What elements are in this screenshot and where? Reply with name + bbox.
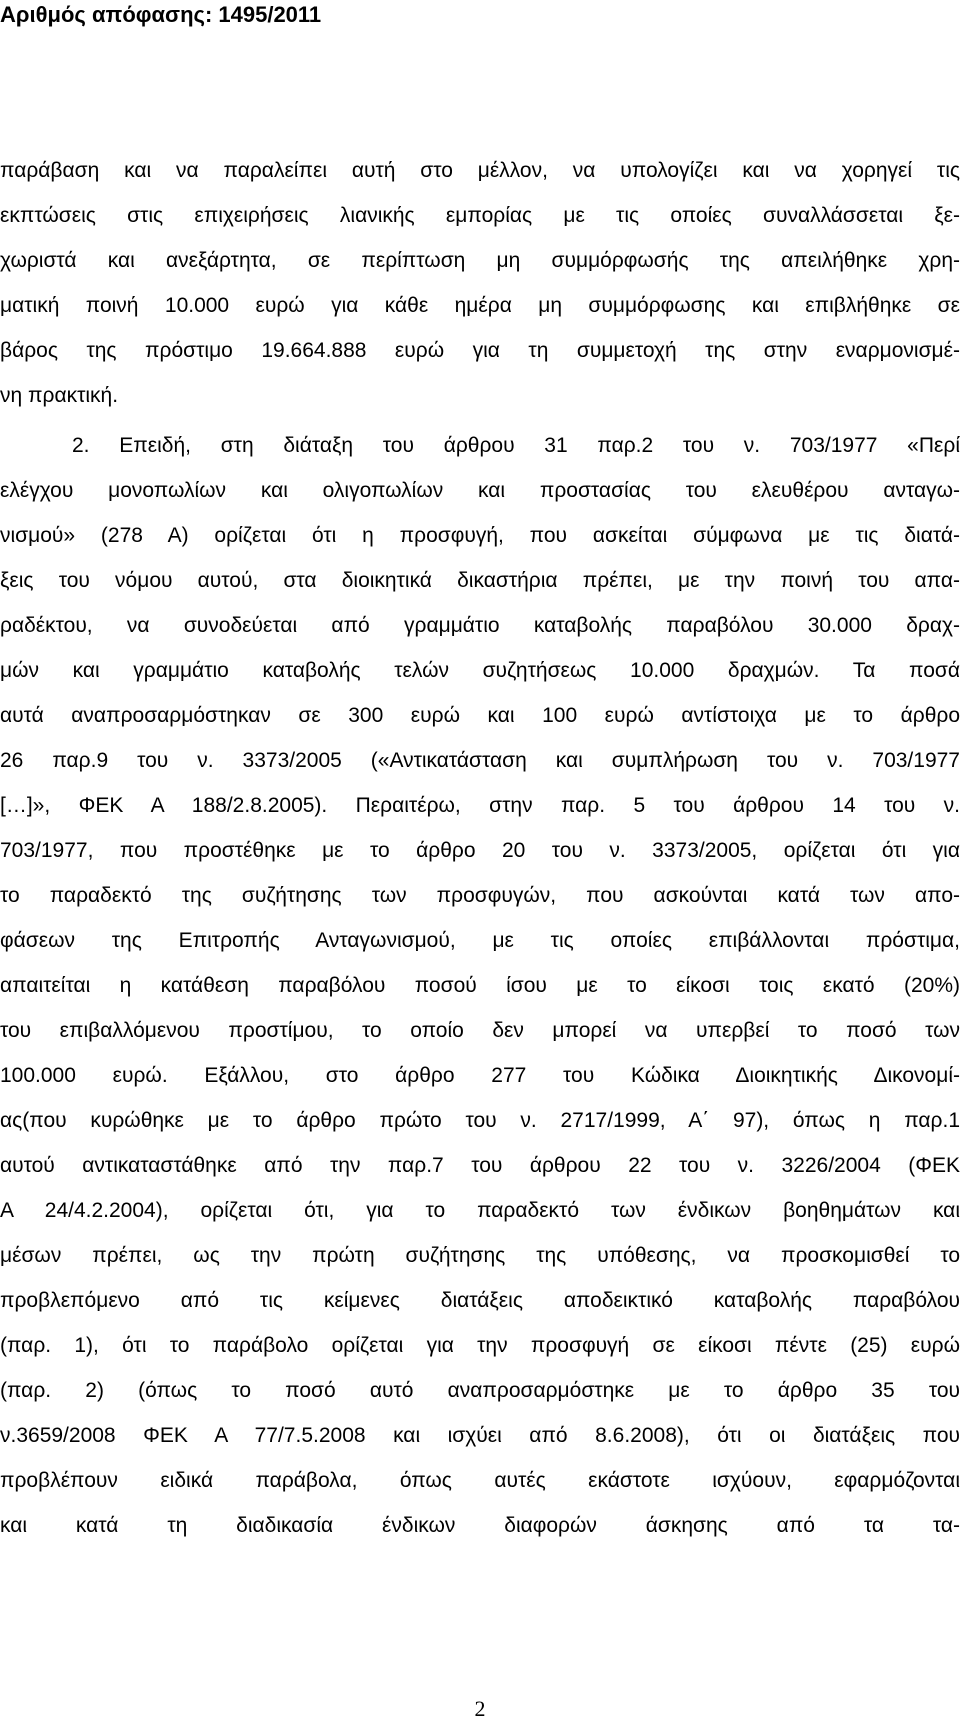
text-line: 26 παρ.9 του ν. 3373/2005 («Αντικατάσταση και συμπλήρωση του ν. 703/1977 [0,749,960,772]
text-line: ας(που κυρώθηκε με το άρθρο πρώτο του ν. 2717/1999, Α΄ 97), όπως η παρ.1 [0,1109,960,1132]
text-line: μών και γραμμάτιο καταβολής τελών συζητήσεως 10.000 δραχμών. Τα ποσά [0,659,960,682]
text-line: προβλέπουν ειδικά παράβολα, όπως αυτές εκάστοτε ισχύουν, εφαρμόζονται [0,1469,960,1492]
text-line: 2. Επειδή, στη διάταξη του άρθρου 31 παρ.2 του ν. 703/1977 «Περί [72,434,960,457]
text-line: του επιβαλλόμενου προστίμου, το οποίο δεν μπορεί να υπερβεί το ποσό των [0,1019,960,1042]
text-line: ραδέκτου, να συνοδεύεται από γραμμάτιο καταβολής παραβόλου 30.000 δραχ- [0,614,960,637]
text-line: ξεις του νόμου αυτού, στα διοικητικά δικαστήρια πρέπει, με την ποινή του απα- [0,569,960,592]
decision-number-heading: Αριθμός απόφασης: 1495/2011 [0,2,322,27]
text-line: απαιτείται η κατάθεση παραβόλου ποσού ίσου με το είκοσι τοις εκατό (20%) [0,974,960,997]
text-line: ελέγχου μονοπωλίων και ολιγοπωλίων και προστασίας του ελευθέρου ανταγω- [0,479,960,502]
text-line: παράβαση και να παραλείπει αυτή στο μέλλον, να υπολογίζει και να χορηγεί τις [0,159,960,182]
text-line: φάσεων της Επιτροπής Ανταγωνισμού, με τις οποίες επιβάλλονται πρόστιμα, [0,929,960,952]
page-number: 2 [474,1696,486,1721]
text-line: νη πρακτική. [0,384,119,407]
text-line: Α 24/4.2.2004), ορίζεται ότι, για το παραδεκτό των ένδικων βοηθημάτων και [0,1199,960,1222]
text-line: εκπτώσεις στις επιχειρήσεις λιανικής εμπορίας με τις οποίες συναλλάσσεται ξε- [0,204,960,227]
text-line: […]», ΦΕΚ Α 188/2.8.2005). Περαιτέρω, στην παρ. 5 του άρθρου 14 του ν. [0,794,960,817]
text-line: 100.000 ευρώ. Εξάλλου, στο άρθρο 277 του Κώδικα Διοικητικής Δικονομί- [0,1064,960,1087]
text-line: νισμού» (278 Α) ορίζεται ότι η προσφυγή, που ασκείται σύμφωνα με τις διατά- [0,524,960,547]
text-line: αυτά αναπροσαρμόστηκαν σε 300 ευρώ και 100 ευρώ αντίστοιχα με το άρθρο [0,704,960,727]
text-line: βάρος της πρόστιμο 19.664.888 ευρώ για τη συμμετοχή της στην εναρμονισμέ- [0,339,960,362]
text-line: μέσων πρέπει, ως την πρώτη συζήτησης της υπόθεσης, να προσκομισθεί το [0,1244,960,1267]
text-line: (παρ. 1), ότι το παράβολο ορίζεται για την προσφυγή σε είκοσι πέντε (25) ευρώ [0,1334,960,1357]
text-line: το παραδεκτό της συζήτησης των προσφυγών, που ασκούνται κατά των απο- [0,884,960,907]
text-line: 703/1977, που προστέθηκε με το άρθρο 20 του ν. 3373/2005, ορίζεται ότι για [0,839,960,862]
text-line: αυτού αντικαταστάθηκε από την παρ.7 του άρθρου 22 του ν. 3226/2004 (ΦΕΚ [0,1154,960,1177]
text-line: προβλεπόμενο από τις κείμενες διατάξεις αποδεικτικό καταβολής παραβόλου [0,1289,960,1312]
text-line: ν.3659/2008 ΦΕΚ Α 77/7.5.2008 και ισχύει από 8.6.2008), ότι οι διατάξεις που [0,1424,960,1447]
text-line: χωριστά και ανεξάρτητα, σε περίπτωση μη συμμόρφωσής της απειλήθηκε χρη- [0,249,960,272]
text-line: και κατά τη διαδικασία ένδικων διαφορών άσκησης από τα τα- [0,1514,960,1537]
text-line: (παρ. 2) (όπως το ποσό αυτό αναπροσαρμόστηκε με το άρθρο 35 του [0,1379,960,1402]
text-line: ματική ποινή 10.000 ευρώ για κάθε ημέρα μη συμμόρφωσης και επιβλήθηκε σε [0,294,960,317]
